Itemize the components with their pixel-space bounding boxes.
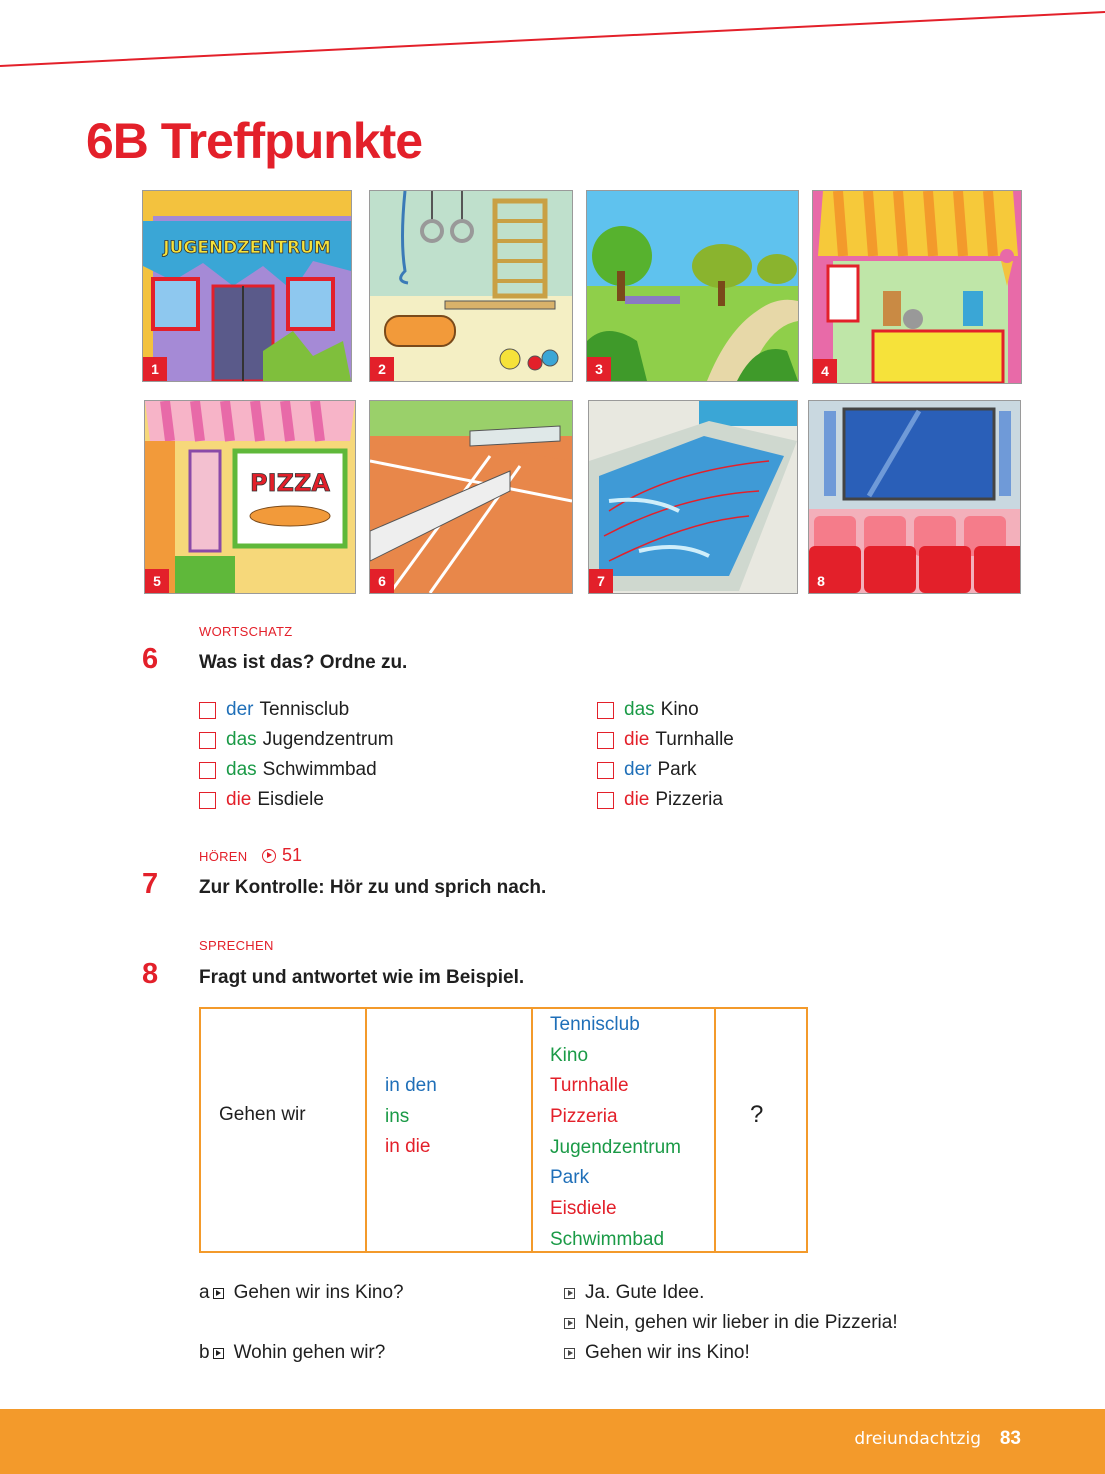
vocab-item — [597, 785, 734, 815]
picture-1-youth-center — [142, 190, 352, 382]
noun: Schwimmbad — [262, 759, 377, 780]
vocab-list-right — [597, 695, 734, 815]
preposition: ins — [385, 1105, 410, 1127]
page-footer — [0, 1409, 1105, 1474]
dialogue-text: Wohin gehen wir? — [233, 1342, 386, 1363]
page-title: 6B Treffpunkte — [86, 113, 423, 169]
dialogue-text: Ja. Gute Idee. — [585, 1282, 705, 1303]
audio-play-icon[interactable] — [262, 849, 276, 863]
picture-number: 8 — [809, 569, 833, 593]
dialogue-a-question — [199, 1282, 404, 1304]
exercise-8-number: 8 — [142, 958, 159, 990]
table-cell-question-mark: ? — [750, 1101, 764, 1128]
checkbox[interactable] — [199, 732, 216, 749]
checkbox[interactable] — [597, 792, 614, 809]
article: die — [624, 729, 650, 750]
table-cell-prepositions — [385, 1071, 437, 1163]
picture-number: 1 — [143, 357, 167, 381]
picture-5-pizzeria — [144, 400, 356, 594]
dialogue-b-question — [199, 1342, 385, 1364]
article: der — [624, 759, 652, 780]
picture-7-swimming-pool — [588, 400, 798, 594]
picture-5-sign-text: PIZZA — [250, 469, 330, 497]
dialogue-a-answer-2 — [564, 1312, 898, 1334]
dialogue-letter: b — [199, 1342, 210, 1363]
page-number-word: dreiundachtzig — [854, 1429, 981, 1449]
exercise-6-number: 6 — [142, 643, 159, 675]
table-cell-verb: Gehen wir — [219, 1104, 306, 1125]
vocab-item — [597, 725, 734, 755]
noun: Eisdiele — [257, 789, 324, 810]
preposition: in den — [385, 1075, 437, 1096]
exercise-7-number: 7 — [142, 868, 159, 900]
place: Kino — [550, 1044, 589, 1066]
picture-3-park — [586, 190, 799, 382]
dialogue-a-answer-1 — [564, 1282, 704, 1304]
noun: Turnhalle — [655, 729, 734, 750]
checkbox[interactable] — [199, 762, 216, 779]
picture-number: 4 — [813, 359, 837, 383]
dialogue-letter: a — [199, 1282, 210, 1303]
picture-number: 5 — [145, 569, 169, 593]
exercise-7-label: HÖREN — [199, 849, 248, 864]
picture-number: 6 — [370, 569, 394, 593]
place: Pizzeria — [550, 1106, 618, 1128]
checkbox[interactable] — [199, 702, 216, 719]
checkbox[interactable] — [597, 702, 614, 719]
place: Eisdiele — [550, 1198, 617, 1220]
article: das — [624, 699, 655, 720]
dialogue-text: Gehen wir ins Kino? — [233, 1282, 404, 1303]
exercise-6-instruction: Was ist das? Ordne zu. — [199, 652, 408, 673]
article: das — [226, 759, 257, 780]
picture-4-ice-cream-parlor — [812, 190, 1022, 384]
top-red-line — [0, 0, 1105, 80]
place: Tennisclub — [550, 1014, 640, 1035]
vocab-item — [199, 695, 394, 725]
exercise-8-label: SPRECHEN — [199, 938, 274, 953]
speaker-icon — [213, 1348, 224, 1359]
dialogue-text: Gehen wir ins Kino! — [585, 1342, 750, 1363]
picture-number: 3 — [587, 357, 611, 381]
picture-2-gym — [369, 190, 573, 382]
speaker-icon — [564, 1318, 575, 1329]
place: Jugendzentrum — [550, 1136, 681, 1158]
picture-8-cinema — [808, 400, 1021, 594]
place: Park — [550, 1167, 590, 1189]
place: Turnhalle — [550, 1075, 629, 1097]
vocab-item — [199, 755, 394, 785]
page-number: 83 — [999, 1428, 1021, 1449]
speaker-icon — [564, 1288, 575, 1299]
preposition: in die — [385, 1136, 431, 1158]
article: das — [226, 729, 257, 750]
article: die — [624, 789, 650, 810]
noun: Jugendzentrum — [262, 729, 394, 750]
noun: Kino — [660, 699, 699, 720]
exercise-6-label: WORTSCHATZ — [199, 624, 293, 639]
speaker-icon — [213, 1288, 224, 1299]
audio-track[interactable] — [262, 845, 302, 866]
checkbox[interactable] — [597, 732, 614, 749]
vocab-item — [199, 785, 394, 815]
picture-6-tennis-court — [369, 400, 573, 594]
noun: Pizzeria — [655, 789, 723, 810]
table-column — [201, 1009, 367, 1251]
article: der — [226, 699, 254, 720]
dialogue-text: Nein, gehen wir lieber in die Pizzeria! — [585, 1312, 898, 1333]
dialogue-b-answer — [564, 1342, 750, 1364]
noun: Tennisclub — [259, 699, 350, 720]
checkbox[interactable] — [199, 792, 216, 809]
picture-number: 2 — [370, 357, 394, 381]
checkbox[interactable] — [597, 762, 614, 779]
table-cell-places — [550, 1010, 681, 1256]
speaker-icon — [564, 1348, 575, 1359]
audio-track-number: 51 — [282, 845, 303, 865]
vocab-item — [597, 695, 734, 725]
picture-number: 7 — [589, 569, 613, 593]
vocab-list-left — [199, 695, 394, 815]
picture-1-sign-text: JUGENDZENTRUM — [163, 238, 331, 258]
phrase-table — [199, 1007, 808, 1253]
vocab-item — [199, 725, 394, 755]
article: die — [226, 789, 252, 810]
vocab-item — [597, 755, 734, 785]
noun: Park — [657, 759, 697, 780]
exercise-8-instruction: Fragt und antwortet wie im Beispiel. — [199, 967, 525, 988]
exercise-7-instruction: Zur Kontrolle: Hör zu und sprich nach. — [199, 877, 547, 898]
place: Schwimmbad — [550, 1228, 665, 1250]
